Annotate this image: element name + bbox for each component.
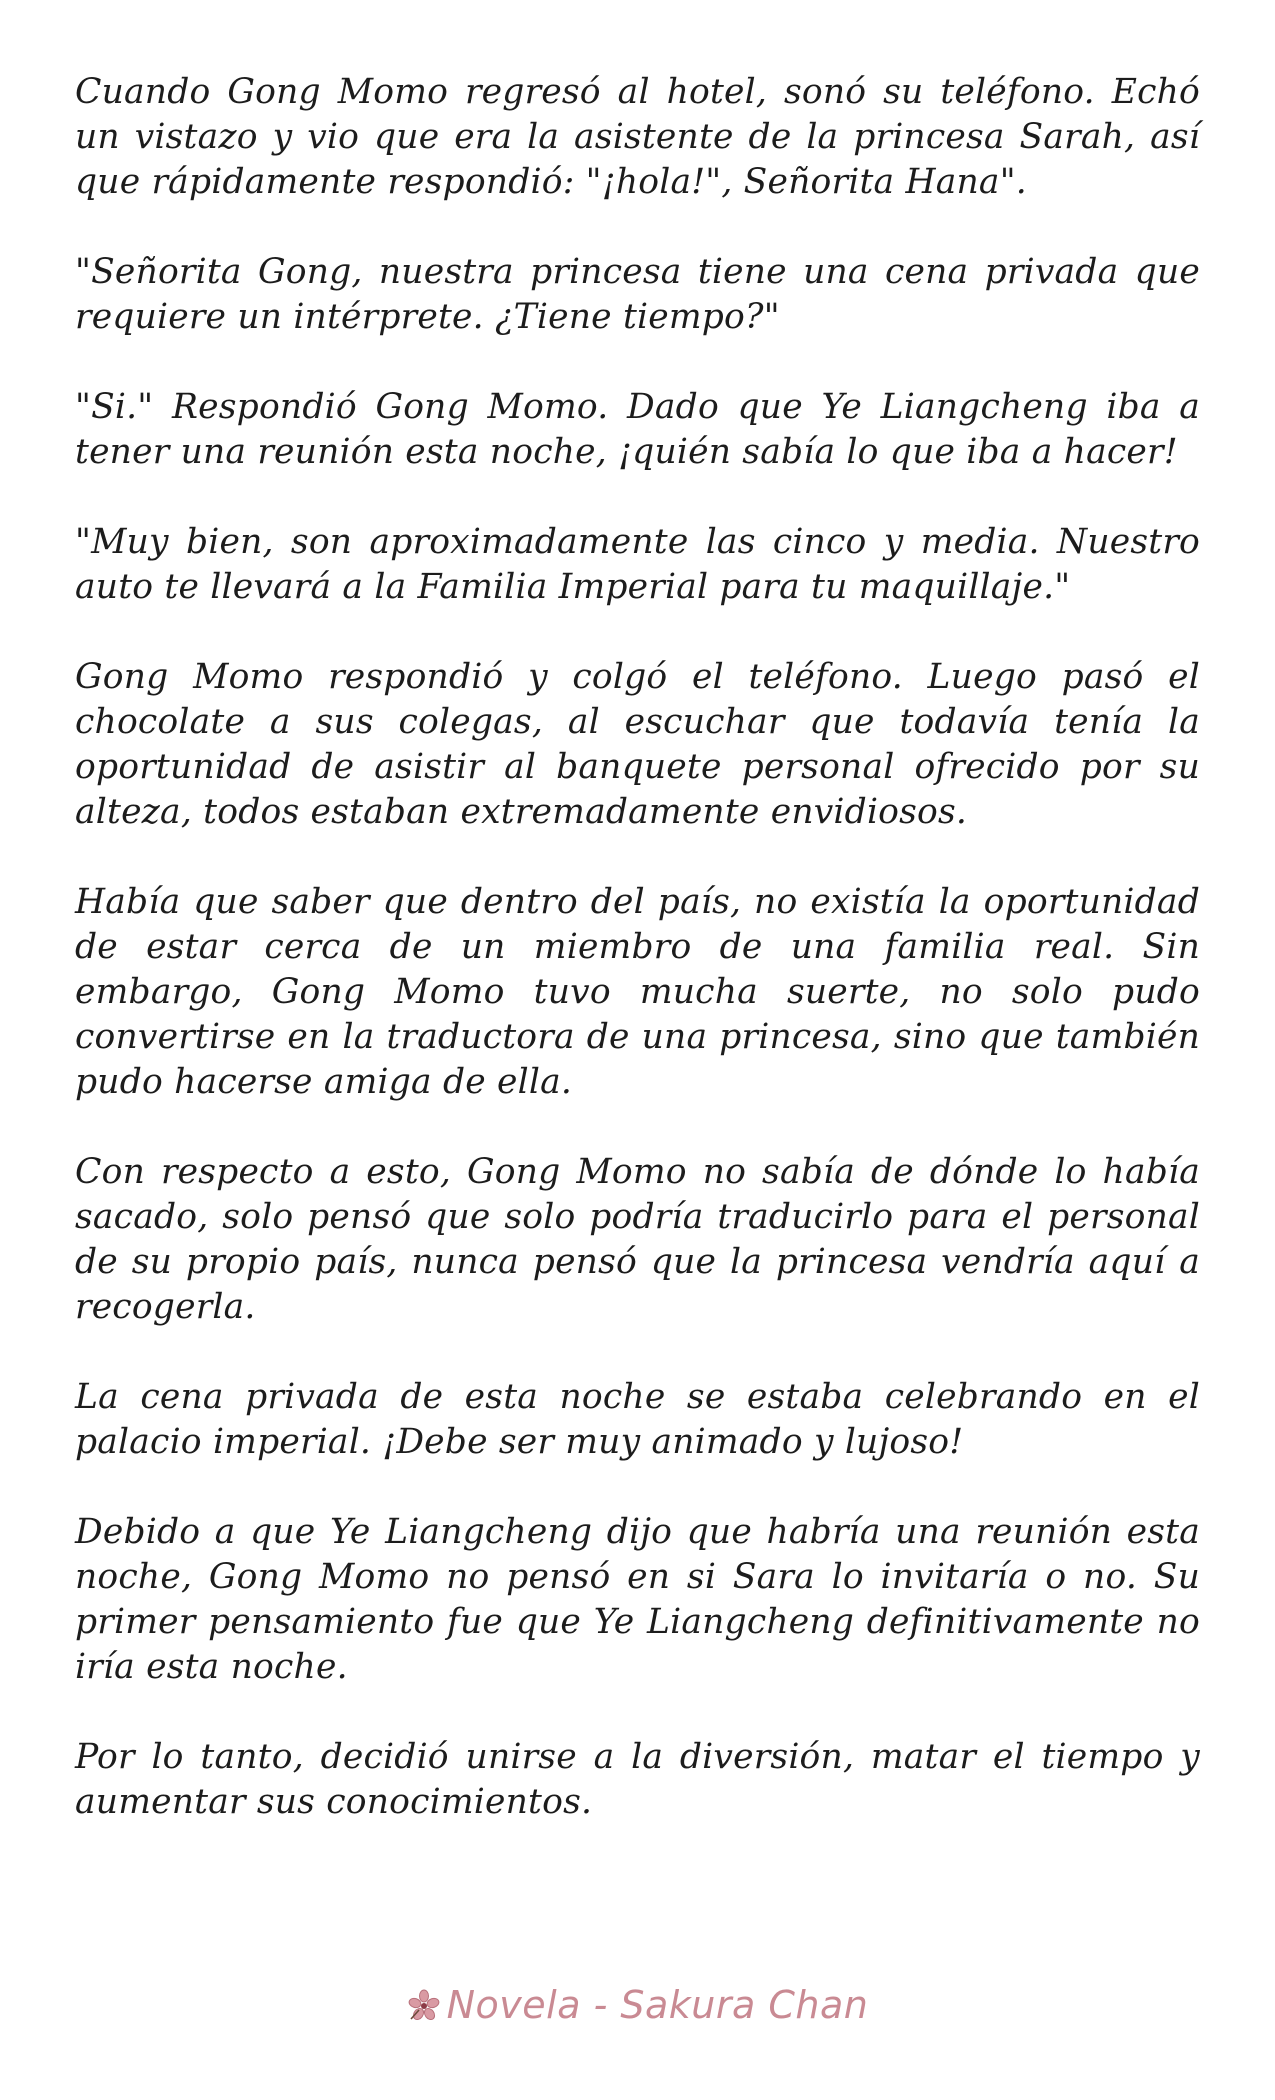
story-text <box>75 70 1200 1825</box>
sakura-flower-icon <box>407 1988 441 2022</box>
paragraph-6: Había que saber que dentro del país, no existía la oportunidad de estar cerca de un miembro de una familia real. Sin embargo, Gong Momo tuvo mucha suerte, no solo pudo convertirse en la traductora de una princesa, sino que también pudo hacerse amiga de ella. <box>75 882 1200 1102</box>
watermark <box>0 1975 1275 2035</box>
paragraph-2: "Señorita Gong, nuestra princesa tiene una cena privada que requiere un intérprete. ¿Tiene tiempo?" <box>75 252 1200 337</box>
paragraph-1: Cuando Gong Momo regresó al hotel, sonó su teléfono. Echó un vistazo y vio que era la asistente de la princesa Sarah, así que rápidamente respondió: "¡hola!", Señorita Hana". <box>75 72 1200 202</box>
paragraph-7: Con respecto a esto, Gong Momo no sabía de dónde lo había sacado, solo pensó que solo podría traducirlo para el personal de su propio país, nunca pensó que la princesa vendría aquí a recogerla. <box>75 1152 1200 1327</box>
paragraph-3: "Si." Respondió Gong Momo. Dado que Ye Liangcheng iba a tener una reunión esta noche, ¡quién sabía lo que iba a hacer! <box>75 387 1200 472</box>
watermark-text: Novela - Sakura Chan <box>446 1983 869 2027</box>
paragraph-9: Debido a que Ye Liangcheng dijo que habría una reunión esta noche, Gong Momo no pensó en si Sara lo invitaría o no. Su primer pensamiento fue que Ye Liangcheng definitivamente no iría esta noche. <box>75 1512 1200 1687</box>
paragraph-8: La cena privada de esta noche se estaba celebrando en el palacio imperial. ¡Debe ser muy animado y lujoso! <box>75 1377 1200 1462</box>
paragraph-4: "Muy bien, son aproximadamente las cinco y media. Nuestro auto te llevará a la Familia Imperial para tu maquillaje." <box>75 522 1200 607</box>
paragraph-10: Por lo tanto, decidió unirse a la diversión, matar el tiempo y aumentar sus conocimientos. <box>75 1737 1200 1822</box>
paragraph-5: Gong Momo respondió y colgó el teléfono. Luego pasó el chocolate a sus colegas, al escuchar que todavía tenía la oportunidad de asistir al banquete personal ofrecido por su alteza, todos estaban extremadamente envidiosos. <box>75 657 1200 832</box>
